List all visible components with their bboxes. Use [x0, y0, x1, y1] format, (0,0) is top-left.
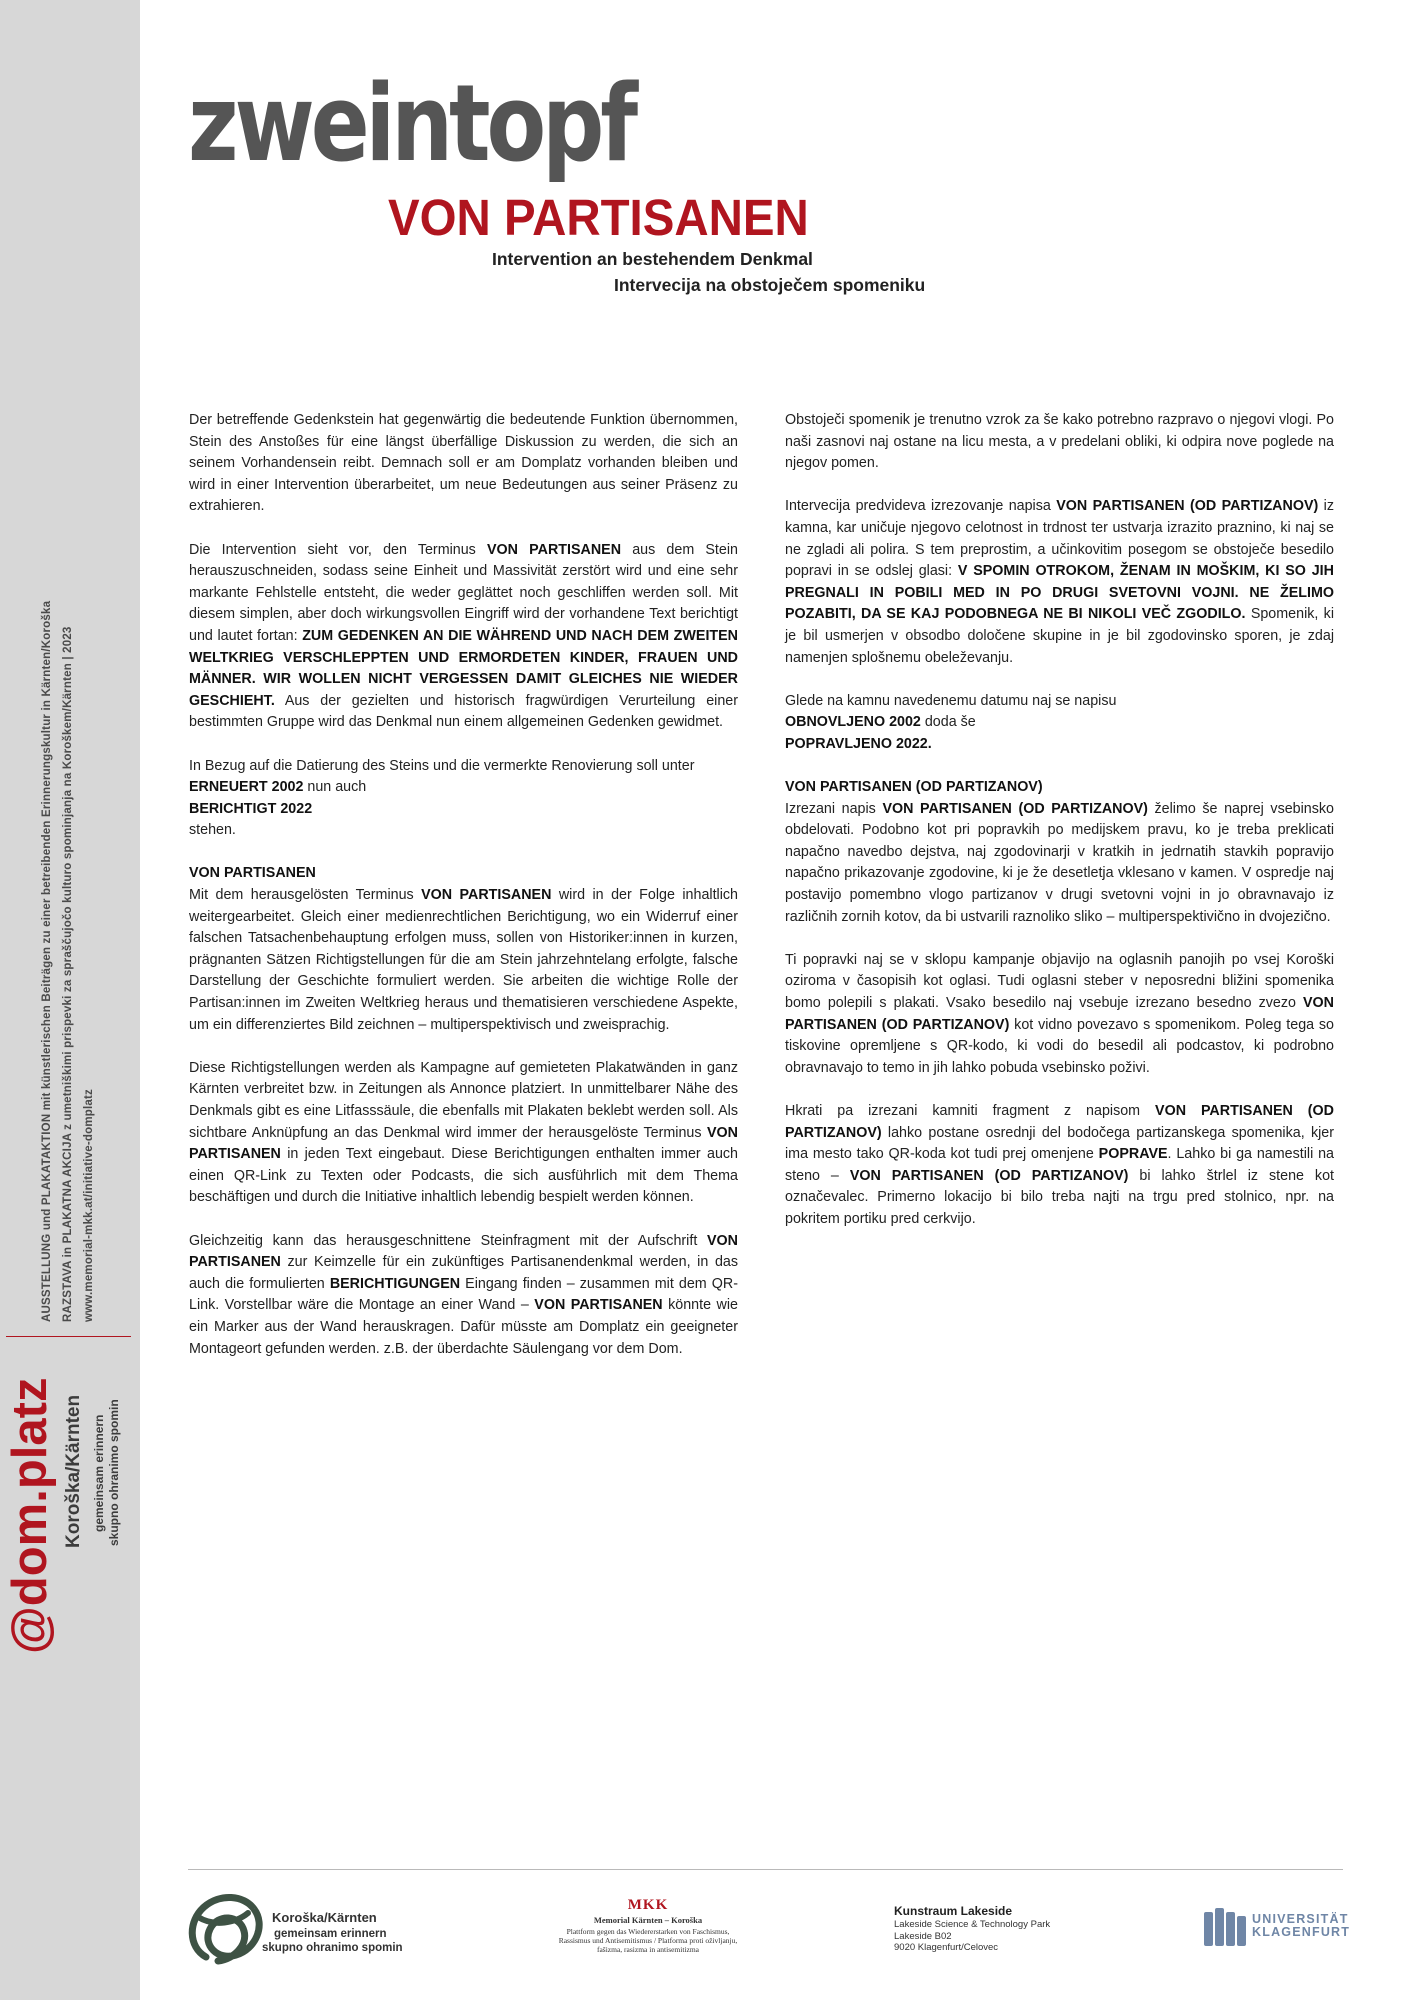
footer-koroska-tagline-sl: skupno ohranimo spomin [262, 1942, 403, 1954]
zweintopf-logo: zweintopf [188, 62, 634, 185]
de-paragraph-5: Diese Richtigstellungen werden als Kampagne auf gemieteten Plakatwänden in ganz Kärnten verbreitet bzw. in Zeitungen als Annonce platziert. In unmittelbarer Nähe des Denkmals gibt es eine Litfasssäule, die ebenfalls mit Plakaten beklebt werden soll. Als sichtbare Anknüpfung an das Denkmal wird immer der herausgelöste Terminus VON PARTISANEN in jeden Text eingebaut. Diese Berichtigungen enthalten immer auch einen QR-Link zu Texten oder Podcasts, die sich ausführlich mit dem Thema beschäftigen und durch die Initiative inhaltlich lebendig bespielt werden können. [189, 1059, 738, 1206]
sidebar-info-line-1: AUSSTELLUNG und PLAKATAKTION mit künstlerischen Beiträgen zu einer betreibenden Erinnerungskultur in Kärnten/Koroška [41, 600, 53, 1322]
university-logo-icon [1204, 1908, 1248, 1946]
sidebar-region: Koroška/Kärnten [63, 1394, 84, 1548]
footer-koroska-title: Koroška/Kärnten [272, 1910, 377, 1925]
de-paragraph-3: In Bezug auf die Datierung des Steins und die vermerkte Renovierung soll unter ERNEUERT 2002 nun auch BERICHTIGT 2022 stehen. [189, 757, 695, 839]
de-paragraph-1: Der betreffende Gedenkstein hat gegenwärtig die bedeutende Funktion übernommen, Stein des Anstoßes für eine längst überfällige Diskussion zu werden, die sich an seinem Vorhandensein reibt. Demnach soll er am Domplatz vorhanden bleiben und wird in einer Intervention überarbeitet, um neue Bedeutungen aus seiner Präsenz zu extrahieren. [189, 412, 738, 515]
sidebar-divider [6, 1336, 131, 1337]
sl-section-heading: VON PARTISANEN (OD PARTIZANOV) [785, 779, 1043, 796]
sl-paragraph-3: Glede na kamnu navedenemu datumu naj se napisu OBNOVLJENO 2002 doda še POPRAVLJENO 2022. [785, 692, 1117, 752]
de-paragraph-6: Gleichzeitig kann das herausgeschnittene Steinfragment mit der Aufschrift VON PARTISANEN zur Keimzelle für ein zukünftiges Partisanendenkmal werden, in das auch die formulierten BERICHTIGUNGEN Eingang finden – zusammen mit dem QR-Link. Vorstellbar wäre die Montage an einer Wand – VON PARTISANEN könnte wie ein Marker aus der Wand herauskragen. Dafür müsste am Domplatz ein geeigneter Montageort gefunden werden. z.B. der überdachte Säulengang vor dem Dom. [189, 1232, 738, 1357]
mkk-description: Plattform gegen das Wiedererstarken von Faschismus, Rassismus und Antisemitismus / Platforma proti oživljanju, fašizma, rasizma in antisemitizma [558, 1927, 738, 1954]
sidebar-info-line-2: RAZSTAVA in PLAKATNA AKCIJA z umetniškimi prispevki za spraščujočo kulturo spominjanja na Koroškem/Kärnten | 2023 [62, 626, 74, 1322]
footer-divider [188, 1869, 1343, 1870]
de-section-heading: VON PARTISANEN [189, 865, 316, 882]
kunstraum-address: Kunstraum Lakeside Lakeside Science & Technology Park Lakeside B02 9020 Klagenfurt/Celovec [894, 1904, 1051, 1953]
sl-paragraph-1: Obstoječi spomenik je trenutno vzrok za še kako potrebno razpravo o njegovi vlogi. Po naši zasnovi naj ostane na licu mesta, a v predelani obliki, ki odpira nove poglede na njegov pomen. [785, 412, 1334, 472]
sl-paragraph-5: Ti popravki naj se v sklopu kampanje objavijo na oglasnih panojih po vsej Koroški oziroma v časopisih kot oglasi. Tudi oglasni steber v neposredni bližini spomenika bomo polepili s plakati. Vsako besedilo naj vsebuje izrezano besedno zvezo VON PARTISANEN (OD PARTIZANOV) kot vidno povezavo s spomenikom. Poleg tega so tiskovine opremljene s QR-kodo, ki vodi do besedil ali podcastov, ki podrobno obravnavajo to temo in jih lahko pobuda vsebinsko poživi. [785, 951, 1335, 1076]
sidebar-tagline-sl: skupno ohranimo spomin [107, 1399, 121, 1546]
german-column [189, 410, 738, 1382]
sidebar-tagline-de: gemeinsam erinnern [92, 1414, 106, 1532]
sl-paragraph-6: Hkrati pa izrezani kamniti fragment z napisom VON PARTISANEN (OD PARTIZANOV) lahko postane osrednji del bodočega partizanskega spomenika, kjer ima mesto tako QR-koda kot tudi prej omenjene POPRAVE. Lahko bi ga namestili na steno – VON PARTISANEN (OD PARTIZANOV) bi lahko štrlel iz stene kot označevalec. Primerno lokacijo bi bilo treba najti na trgu pred stolnico, npr. na pokritem portiku pred cerkvijo. [785, 1103, 1334, 1227]
kunstraum-title: Kunstraum Lakeside [894, 1904, 1013, 1918]
subtitle-sl: Intervecija na obstoječem spomeniku [614, 275, 926, 295]
subtitle-de: Intervention an bestehendem Denkmal [492, 249, 813, 269]
koroska-knot-logo-icon [184, 1887, 270, 1969]
mkk-subtitle: Memorial Kärnten – Koroška [593, 1915, 703, 1925]
de-paragraph-2: Die Intervention sieht vor, den Terminus VON PARTISANEN aus dem Stein herauszuschneiden, sodass seine Einheit und Massivität zerstört wird und eine sehr markante Fehlstelle entsteht, die weder geglättet noch geschliffen werden soll. Mit diesem simplen, aber doch wirkungsvollen Eingriff wird der vorhandene Text berichtigt und lautet fortan: ZUM GEDENKEN AN DIE WÄHREND UND NACH DEM ZWEITEN WELTKRIEG VERSCHLEPPTEN UND ERMORDETEN KINDER, FRAUEN UND MÄNNER. WIR WOLLEN NICHT VERGESSEN DAMIT GLEICHES NIE WIEDER GESCHIEHT. Aus der gezielten und historisch fragwürdigen Verurteilung einer bestimmten Gruppe wird das Denkmal nun einem allgemeinen Gedenken gewidmet. [189, 541, 739, 731]
page-title: VON PARTISANEN [388, 189, 809, 246]
mkk-logo [518, 1896, 778, 1954]
de-paragraph-4: VON PARTISANEN Mit dem herausgelösten Terminus VON PARTISANEN wird in der Folge inhaltlich weitergearbeitet. Gleich einer medienrechtlichen Berichtigung, wo ein Widerruf einer falschen Tatsachenbehauptung erfolgen muss, sollen von Historiker:innen in kurzen, prägnanten Sätzen Richtigstellungen für die am Stein jahrzehntelang erfolgte, falsche Darstellung der Geschichte formuliert werden. Sie arbeiten die wichtige Rolle der Partisan:innen im Zweiten Weltkrieg heraus und thematisieren verschiedene Aspekte, um ein differenziertes Bild zeichnen – multiperspektivisch und zweisprachig. [189, 865, 738, 1033]
sl-paragraph-2: Intervecija predvideva izrezovanje napisa VON PARTISANEN (OD PARTIZANOV) iz kamna, kar uničuje njegovo celotnost in trdnost ter ustvarja izrazito praznino, ki naj se ne zgladi ali polira. S tem preprostim, a učinkovitim posegom se obstoječe besedilo popravi in se odslej glasi: V SPOMIN OTROKOM, ŽENAM IN MOŠKIM, KI SO JIH PREGNALI IN POBILI MED IN PO DRUGI SVETOVNI VOJNI. NE ŽELIMO POZABITI, DA SE KAJ PODOBNEGA NE BI NIKOLI VEČ ZGODILO. Spomenik, ki je bil usmerjen v obsodbo določene skupine in je bil zgodovinsko sporen, je zdaj namenjen splošnemu obeleževanju. [785, 498, 1335, 666]
footer-koroska-tagline-de: gemeinsam erinnern [274, 1928, 387, 1940]
sidebar-info-link[interactable]: www.memorial-mkk.at/initiative-domplatz [83, 1089, 95, 1322]
university-name: UNIVERSITÄT KLAGENFURT [1252, 1912, 1351, 1939]
slovenian-column [785, 410, 1334, 1252]
sl-paragraph-4: VON PARTISANEN (OD PARTIZANOV) Izrezani napis VON PARTISANEN (OD PARTIZANOV) želimo še naprej vsebinsko obdelovati. Podobno kot pri popravkih po medijskem pravu, ko je treba preklicati napačno navedbo dejstva, naj zgodovinarji v kratkih in jedrnatih stavkih popravijo napačno prikazovanje zgodovine, ki je že desetletja vklesano v kamen. V ospredje naj postavijo pomembno vlogo partizanov v drugi svetovni vojni in jo obravnavajo iz različnih zornih kotov, da bi ustvarili raznoliko sliko – multiperspektivično in dvojezično. [785, 779, 1335, 925]
mkk-title: MKK [627, 1897, 669, 1913]
sidebar-brand: @dom.platz [3, 1377, 57, 1654]
